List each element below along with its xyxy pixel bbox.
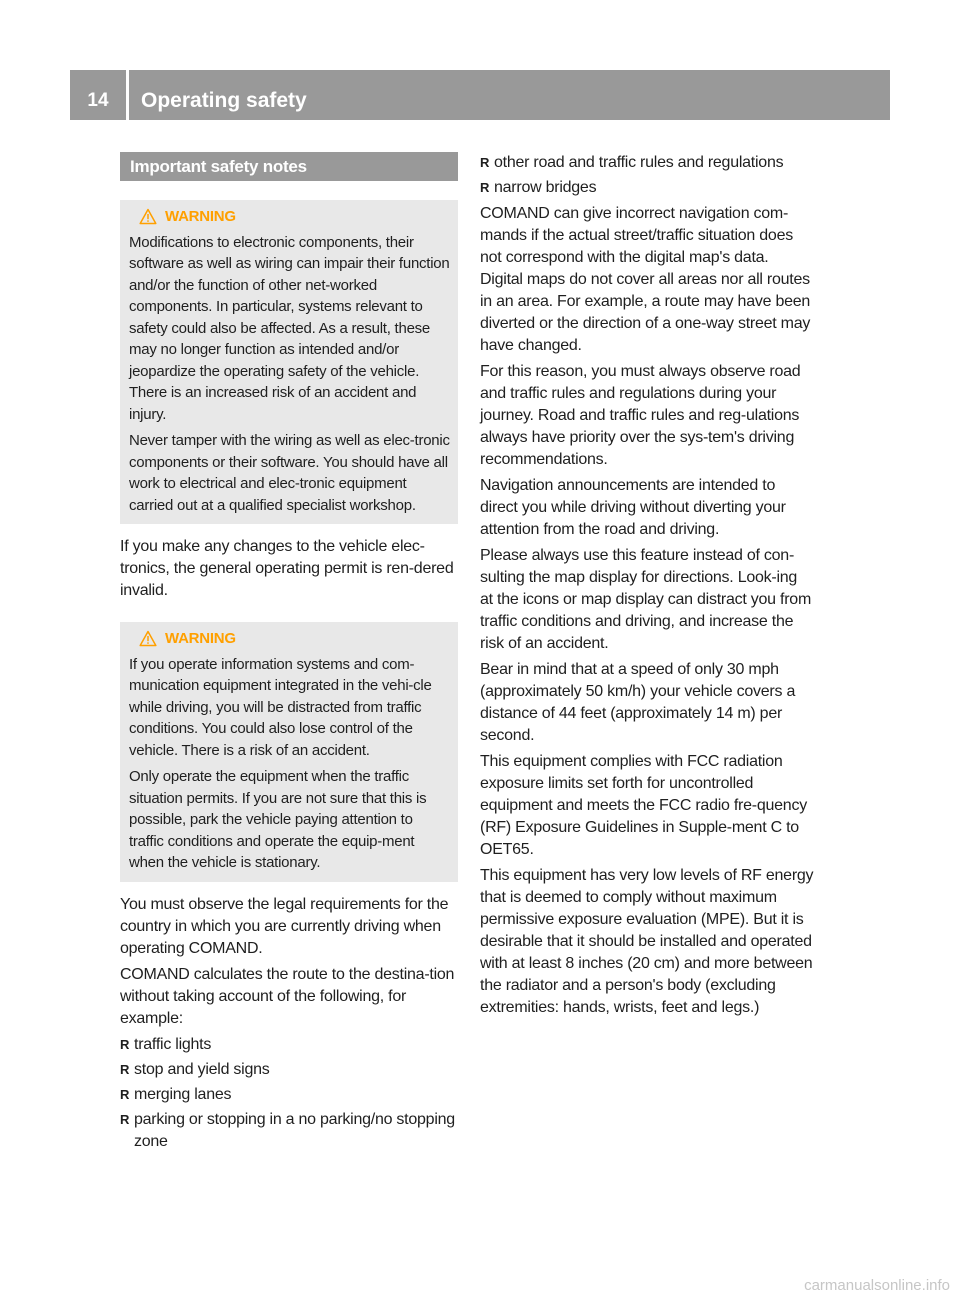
- warning-triangle-icon: [139, 630, 157, 647]
- warning-box: [120, 200, 458, 524]
- body-paragraph: If you make any changes to the vehicle elec-tronics, the general operating permit is ren-dered invalid.: [120, 538, 454, 599]
- watermark: carmanualsonline.info: [804, 1277, 950, 1294]
- body-paragraph: Bear in mind that at a speed of only 30 mph (approximately 50 km/h) your vehicle covers a distance of 44 feet (approximately 14 m) per second.: [480, 661, 796, 744]
- bullet-marker: R: [120, 1061, 130, 1077]
- page-number: 14: [87, 90, 109, 111]
- list-item: [480, 177, 814, 199]
- section-heading: Important safety notes: [120, 152, 458, 181]
- list-item: [120, 1109, 458, 1153]
- warning-text: Never tamper with the wiring as well as elec-tronic components or their software. You should have all work to electrical and elec-tronic equipment carried out at a qualified specialist workshop.: [129, 432, 450, 514]
- bullet-marker: R: [480, 155, 490, 170]
- list-item-text: other road and traffic rules and regulations: [494, 154, 784, 171]
- list-item: [120, 1059, 458, 1081]
- list-item-text: stop and yield signs: [134, 1060, 270, 1078]
- body-paragraph: This equipment has very low levels of RF energy that is deemed to comply without maximum permissive exposure evaluation (MPE). But it is desirable that it should be installed and operated with at least 8 inches (20 cm) and more between the radiator and a person's body (excluding extremities: hands, wrists, feet and legs.): [480, 867, 814, 1016]
- list-item-text: traffic lights: [134, 1035, 212, 1053]
- body-paragraph: COMAND can give incorrect navigation com-mands if the actual street/traffic situation does not correspond with the digital map's data. Digital maps do not cover all areas nor all routes in an area. For example, a route may have been diverted or the direction of a one-way street may have changed.: [480, 205, 811, 354]
- bullet-list: [120, 1034, 458, 1153]
- warning-text: Modifications to electronic components, their software as well as wiring can impair their function and/or the function of other net-worked components. In particular, systems relevant to safety could also be affected. As a result, these may no longer function as intended and/or jeopardize the operating safety of the vehicle. There is an increased risk of an accident and injury.: [129, 233, 450, 423]
- warning-header: [139, 206, 450, 228]
- chapter-title: Operating safety: [141, 89, 307, 112]
- bullet-marker: R: [120, 1036, 130, 1052]
- body-paragraph: This equipment complies with FCC radiation exposure limits set forth for uncontrolled equipment and meets the FCC radio fre-quency (RF) Exposure Guidelines in Supple-ment C to OET65.: [480, 753, 807, 858]
- right-column: [480, 152, 814, 1023]
- body-paragraph: COMAND calculates the route to the destina-tion without taking account of the following, for example:: [120, 965, 455, 1027]
- list-item-text: narrow bridges: [494, 179, 597, 196]
- warning-text: Only operate the equipment when the traffic situation permits. If you are not sure that this is possible, park the vehicle paying attention to traffic conditions and operate the equip-ment when the vehicle is stationary.: [129, 768, 427, 871]
- list-item-text: parking or stopping in a no parking/no stopping zone: [134, 1110, 455, 1150]
- warning-triangle-icon: [139, 208, 157, 225]
- header-divider: [126, 70, 129, 120]
- left-column: [120, 152, 458, 1157]
- body-paragraph: For this reason, you must always observe road and traffic rules and regulations during your journey. Road and traffic rules and reg-ulations always have priority over the sys-tem's driving recommendations.: [480, 363, 801, 468]
- warning-label: WARNING: [165, 208, 236, 225]
- list-item: [480, 152, 814, 174]
- list-item-text: merging lanes: [134, 1085, 232, 1103]
- bullet-marker: R: [120, 1086, 130, 1102]
- bullet-list: [480, 152, 814, 199]
- body-paragraph: You must observe the legal requirements for the country in which you are currently driving when operating COMAND.: [120, 895, 449, 957]
- warning-label: WARNING: [165, 630, 236, 647]
- body-paragraph: Please always use this feature instead of con-sulting the map display for directions. Look-ing at the icons or map display can distract you from traffic conditions and driving, and increase the risk of an accident.: [480, 547, 812, 652]
- warning-box: [120, 622, 458, 882]
- warning-header: [139, 628, 450, 650]
- warning-text: If you operate information systems and com-munication equipment integrated in the vehi-cle while driving, you will be distracted from traffic conditions. You could also lose control of the vehicle. There is a risk of an accident.: [129, 655, 432, 759]
- bullet-marker: R: [120, 1111, 130, 1127]
- body-paragraph: Navigation announcements are intended to direct you while driving without diverting your attention from the road and driving.: [480, 477, 786, 538]
- list-item: [120, 1034, 458, 1056]
- bullet-marker: R: [480, 180, 490, 195]
- list-item: [120, 1084, 458, 1106]
